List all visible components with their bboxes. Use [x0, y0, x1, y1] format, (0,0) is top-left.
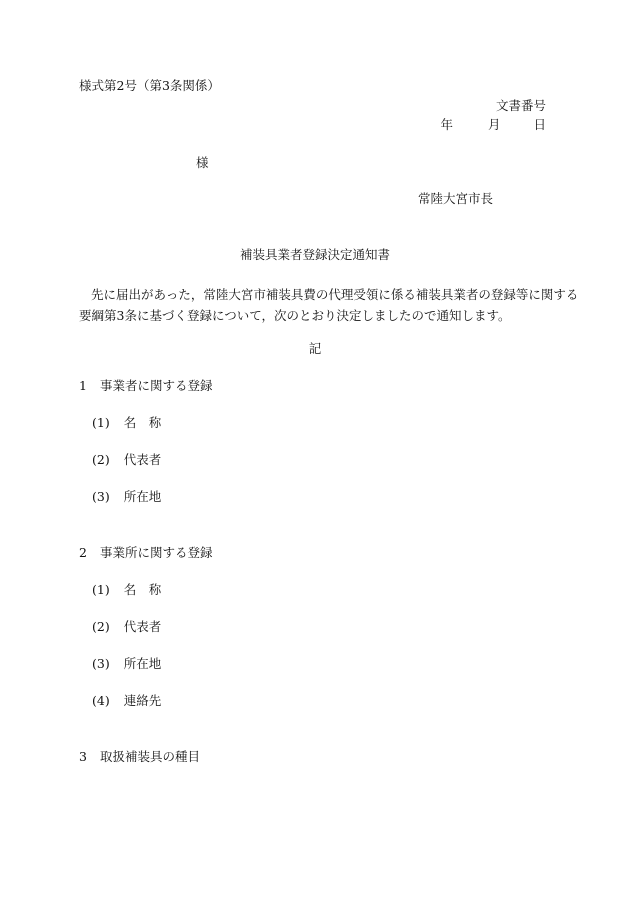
section-1-item-2 — [92, 454, 161, 467]
section-2-item-2 — [92, 621, 161, 634]
item-number: (3) — [92, 656, 110, 671]
item-number: (4) — [92, 693, 110, 708]
section-2-item-3 — [92, 658, 161, 671]
addressee-suffix: 様 — [196, 155, 209, 170]
section-1-item-1 — [92, 417, 161, 430]
body-line-2: 要綱第3条に基づく登録について，次のとおり決定しましたので通知します。 — [79, 308, 511, 323]
date-day: 日 — [533, 117, 546, 132]
ki-label: 記 — [308, 341, 322, 356]
item-number: (3) — [92, 489, 110, 504]
section-1-heading — [79, 380, 212, 393]
item-label: 所在地 — [123, 656, 162, 671]
date-line — [441, 119, 546, 132]
issuer: 常陸大宮市長 — [418, 191, 494, 206]
section-2-item-4 — [92, 695, 161, 708]
section-1-item-3 — [92, 491, 161, 504]
section-2-heading — [79, 547, 212, 560]
section-number: 1 — [79, 378, 87, 393]
section-heading-text: 取扱補装具の種目 — [99, 749, 200, 764]
doc-number-label: 文書番号 — [495, 98, 546, 113]
item-number: (1) — [92, 415, 110, 430]
item-label: 所在地 — [123, 489, 162, 504]
item-label: 連絡先 — [123, 693, 162, 708]
item-label: 代表者 — [123, 619, 162, 634]
item-number: (2) — [92, 619, 110, 634]
item-label: 名 称 — [123, 582, 162, 597]
form-label: 様式第2号（第3条関係） — [79, 78, 220, 93]
body-paragraph — [79, 284, 579, 326]
item-label: 名 称 — [123, 415, 162, 430]
item-number: (2) — [92, 452, 110, 467]
section-heading-text: 事業者に関する登録 — [99, 378, 213, 393]
section-heading-text: 事業所に関する登録 — [99, 545, 213, 560]
item-number: (1) — [92, 582, 110, 597]
date-year: 年 — [440, 117, 454, 132]
section-number: 2 — [79, 545, 87, 560]
section-3-heading — [79, 751, 200, 764]
document-title: 補装具業者登録決定通知書 — [239, 247, 390, 262]
section-2-item-1 — [92, 584, 161, 597]
body-line-1: 先に届出があった，常陸大宮市補装具費の代理受領に係る補装具業者の登録等に関する — [91, 287, 579, 302]
date-month: 月 — [488, 117, 501, 132]
item-label: 代表者 — [123, 452, 162, 467]
section-number: 3 — [79, 749, 87, 764]
